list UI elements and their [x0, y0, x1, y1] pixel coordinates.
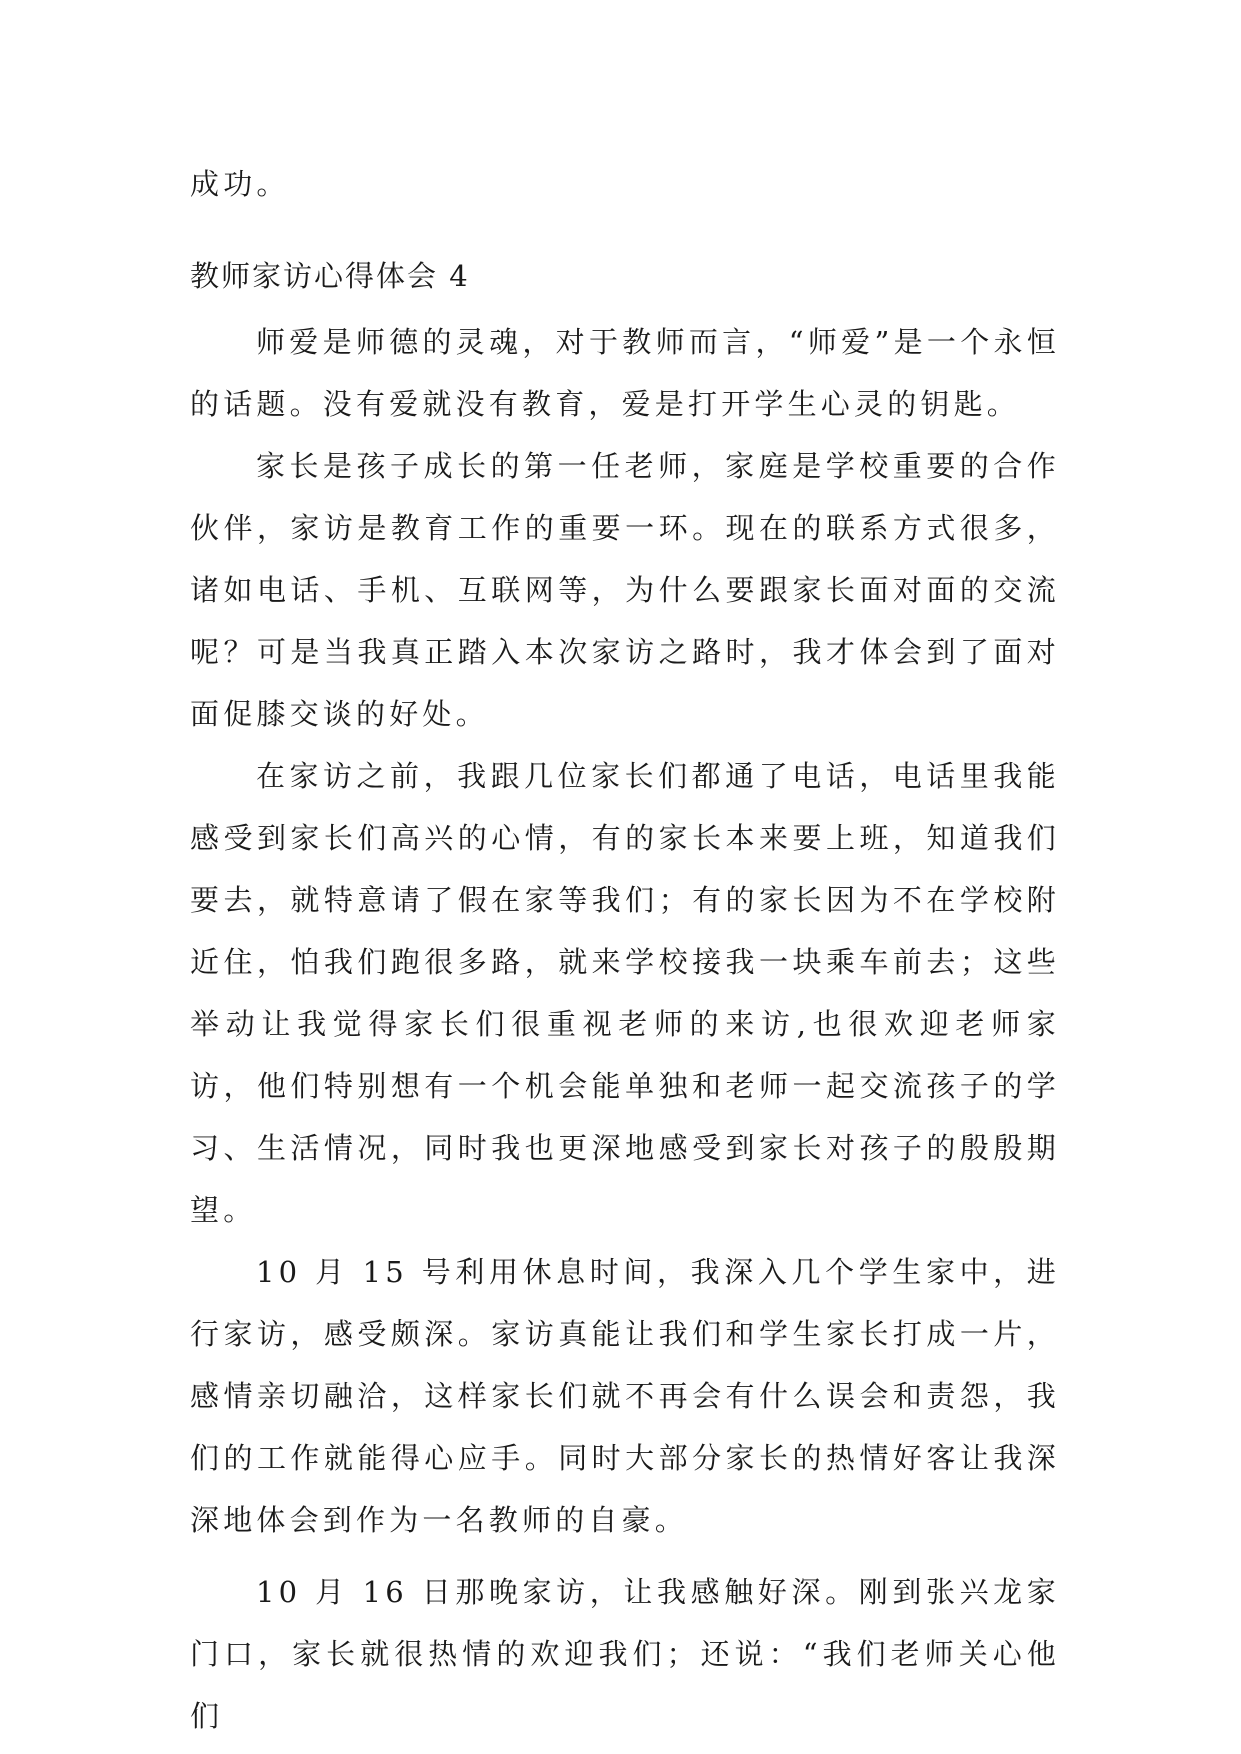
- document-body: [190, 153, 1060, 1747]
- paragraph-2: 家长是孩子成长的第一任老师，家庭是学校重要的合作伙伴，家访是教育工作的重要一环。现在的联系方式很多，诸如电话、手机、互联网等，为什么要跟家长面对面的交流呢？可是当我真正踏入本次家访之路时，我才体会到了面对面促膝交谈的好处。: [190, 449, 1060, 731]
- paragraph-1: 师爱是师德的灵魂，对于教师而言，“师爱”是一个永恒的话题。没有爱就没有教育，爱是打开学生心灵的钥匙。: [190, 325, 1060, 421]
- paragraph-3: 在家访之前，我跟几位家长们都通了电话，电话里我能感受到家长们高兴的心情，有的家长本来要上班，知道我们要去，就特意请了假在家等我们；有的家长因为不在学校附近住，怕我们跑很多路，就来学校接我一块乘车前去；这些举动让我觉得家长们很重视老师的来访,也很欢迎老师家访，他们特别想有一个机会能单独和老师一起交流孩子的学习、生活情况，同时我也更深地感受到家长对孩子的殷殷期望。: [190, 759, 1060, 1227]
- section-heading: 教师家访心得体会 4: [190, 259, 470, 293]
- paragraph-4: 10 月 15 号利用休息时间，我深入几个学生家中，进行家访，感受颇深。家访真能让我们和学生家长打成一片，感情亲切融洽，这样家长们就不再会有什么误会和责怨，我们的工作就能得心应手。同时大部分家长的热情好客让我深深地体会到作为一名教师的自豪。: [190, 1255, 1060, 1537]
- opening-fragment: 成功。: [190, 167, 290, 201]
- paragraph-5: 10 月 16 日那晚家访，让我感触好深。刚到张兴龙家门口，家长就很热情的欢迎我们；还说：“我们老师关心他们: [190, 1575, 1060, 1733]
